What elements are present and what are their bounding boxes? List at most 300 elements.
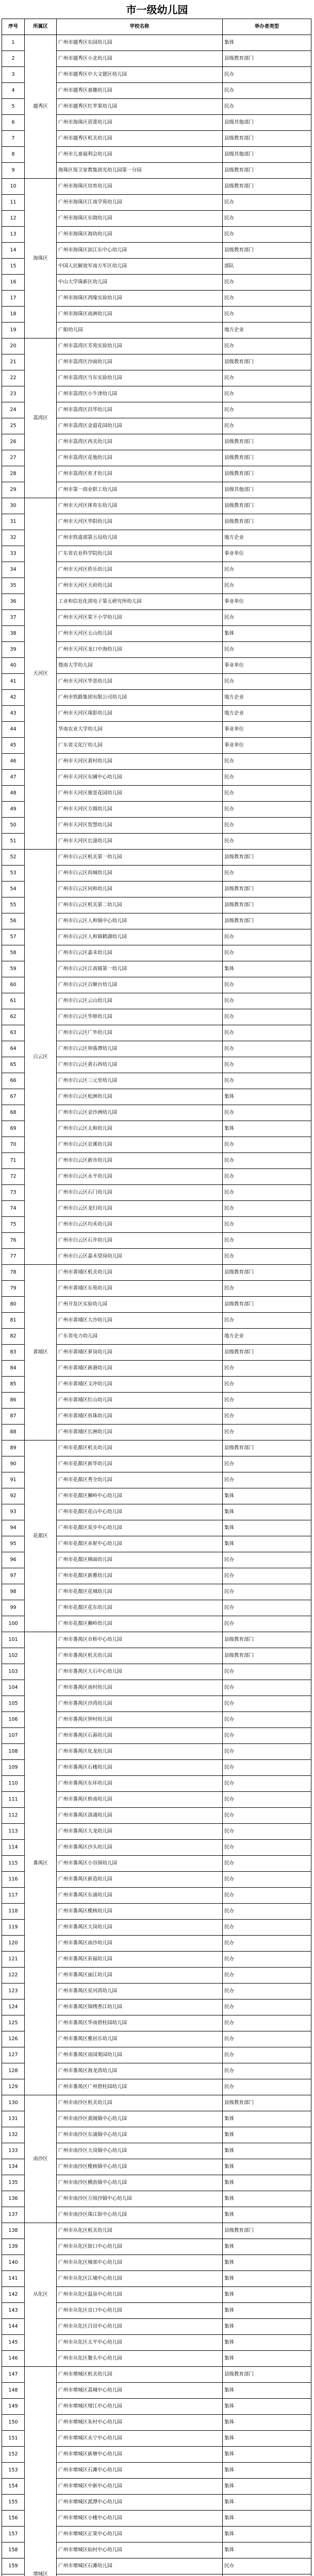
school-name: 广州市白云区黄石西幼儿园 xyxy=(57,1057,223,1073)
sponsor-type: 地方企业 xyxy=(223,690,311,706)
row-index: 10 xyxy=(2,179,25,195)
school-name: 广州市天河区东圃中心幼儿园 xyxy=(57,770,223,786)
school-name: 广州市天河区棠下小学幼儿园 xyxy=(57,610,223,626)
sponsor-type: 民办 xyxy=(223,993,311,1009)
sponsor-type: 集体 xyxy=(223,2495,311,2511)
sponsor-type: 县级教育部门 xyxy=(223,51,311,67)
sponsor-type: 民办 xyxy=(223,1137,311,1153)
sponsor-type: 民办 xyxy=(223,1393,311,1409)
district-cell: 番禺区 xyxy=(25,1632,57,2095)
sponsor-type: 民办 xyxy=(223,1904,311,1920)
school-name: 广州市越秀区机关幼儿园 xyxy=(57,131,223,147)
row-index xyxy=(2,2574,25,2576)
sponsor-type: 县级教育部门 xyxy=(223,498,311,514)
sponsor-type: 县级其他部门 xyxy=(223,115,311,131)
school-name: 广州市番禺区大岗幼儿园 xyxy=(57,1920,223,1936)
school-name: 广州市天河区龙口中海幼儿园 xyxy=(57,642,223,658)
table-body xyxy=(2,35,311,2576)
row-index: 151 xyxy=(2,2431,25,2447)
row-index: 107 xyxy=(2,1728,25,1744)
row-index: 37 xyxy=(2,610,25,626)
sponsor-type: 县级教育部门 xyxy=(223,2223,311,2239)
sponsor-type: 民办 xyxy=(223,1760,311,1776)
sponsor-type: 民办 xyxy=(223,402,311,418)
sponsor-type: 民办 xyxy=(223,1920,311,1936)
sponsor-type: 民办 xyxy=(223,195,311,211)
school-name: 广州市白云区华师幼儿园 xyxy=(57,1009,223,1025)
sponsor-type: 县级其他部门 xyxy=(223,482,311,498)
sponsor-type: 民办 xyxy=(223,1041,311,1057)
sponsor-type: 集体 xyxy=(223,1488,311,1504)
sponsor-type: 县级教育部门 xyxy=(223,514,311,530)
school-name: 广州市海珠区鸿缘实验幼儿园 xyxy=(57,291,223,307)
row-index: 65 xyxy=(2,1057,25,1073)
sponsor-type: 集体 xyxy=(223,2191,311,2207)
school-name: 广州市天河区五山幼儿园 xyxy=(57,626,223,642)
sponsor-type: 民办 xyxy=(223,1201,311,1217)
school-name: 广州市从化区鳌头中心幼儿园 xyxy=(57,2351,223,2367)
header-sponsor-type: 举办者类型 xyxy=(223,19,311,35)
school-name: 广州市花都区狮岭幼儿园 xyxy=(57,1616,223,1632)
row-index: 62 xyxy=(2,1009,25,1025)
school-name: 广州市天河区方圆幼儿园 xyxy=(57,802,223,818)
school-name: 广州市黄埔区红山幼儿园 xyxy=(57,1393,223,1409)
sponsor-type: 民办 xyxy=(223,1872,311,1888)
school-name: 广州市黄埔区机关幼儿园 xyxy=(57,1265,223,1281)
table-row xyxy=(2,2223,311,2239)
school-name: 广州市花都区赤坭中心幼儿园 xyxy=(57,1536,223,1552)
sponsor-type: 集体 xyxy=(223,1536,311,1552)
row-index: 44 xyxy=(2,722,25,738)
sponsor-type: 民办 xyxy=(223,1808,311,1824)
row-index: 13 xyxy=(2,227,25,243)
school-name: 广州市花都区花山中心幼儿园 xyxy=(57,1504,223,1520)
row-index: 61 xyxy=(2,993,25,1009)
school-name: 广州市天河区长湴幼儿园 xyxy=(57,834,223,850)
row-index: 3 xyxy=(2,67,25,83)
row-index: 59 xyxy=(2,961,25,977)
row-index: 123 xyxy=(2,1984,25,1999)
school-name: 广东省农业科学院幼儿园 xyxy=(57,546,223,562)
sponsor-type: 民办 xyxy=(223,83,311,99)
header-row xyxy=(2,19,311,35)
sponsor-type: 民办 xyxy=(223,1153,311,1169)
row-index: 47 xyxy=(2,770,25,786)
sponsor-type: 集体 xyxy=(223,2351,311,2367)
row-index: 147 xyxy=(2,2367,25,2383)
sponsor-type: 集体 xyxy=(223,2111,311,2127)
sponsor-type: 民办 xyxy=(223,1456,311,1472)
sponsor-type: 集体 xyxy=(223,2335,311,2351)
row-index: 75 xyxy=(2,1217,25,1233)
sponsor-type: 民办 xyxy=(223,1824,311,1840)
row-index: 141 xyxy=(2,2271,25,2287)
school-name: 广州市番禺区广州碧桂园幼儿园 xyxy=(57,2079,223,2095)
sponsor-type: 县级教育部门 xyxy=(223,163,311,179)
school-name: 广州市白云区京溪幼儿园 xyxy=(57,1137,223,1153)
sponsor-type: 民办 xyxy=(223,1281,311,1297)
school-name xyxy=(57,2574,223,2576)
row-index: 103 xyxy=(2,1664,25,1680)
row-index: 52 xyxy=(2,850,25,866)
row-index: 46 xyxy=(2,754,25,770)
row-index: 55 xyxy=(2,897,25,913)
sponsor-type: 事业单位 xyxy=(223,594,311,610)
district-cell: 荔湾区 xyxy=(25,338,57,498)
school-name: 广州市荔湾区当东实验幼儿园 xyxy=(57,370,223,386)
row-index: 91 xyxy=(2,1472,25,1488)
school-name: 广州市荔湾区育才幼儿园 xyxy=(57,466,223,482)
school-name: 广州市番禺区沙湾幼儿园 xyxy=(57,1696,223,1712)
sponsor-type: 民办 xyxy=(223,1313,311,1329)
school-name: 广州市番禺区石楼幼儿园 xyxy=(57,1760,223,1776)
row-index: 139 xyxy=(2,2239,25,2255)
school-name: 广州市从化区良口中心幼儿园 xyxy=(57,2303,223,2319)
sponsor-type: 民办 xyxy=(223,275,311,291)
row-index: 57 xyxy=(2,929,25,945)
sponsor-type: 县级教育部门 xyxy=(223,354,311,370)
row-index: 64 xyxy=(2,1041,25,1057)
school-name: 广州市天河区华阳幼儿园 xyxy=(57,514,223,530)
school-name: 广州市天河区珠影幼儿园 xyxy=(57,706,223,722)
sponsor-type: 民办 xyxy=(223,1105,311,1121)
row-index: 132 xyxy=(2,2127,25,2143)
sponsor-type: 民办 xyxy=(223,99,311,115)
sponsor-type: 民办 xyxy=(223,1664,311,1680)
school-name: 广州市番禺区祈福幼儿园 xyxy=(57,1952,223,1968)
sponsor-type: 民办 xyxy=(223,1233,311,1249)
sponsor-type: 民办 xyxy=(223,1984,311,1999)
sponsor-type: 民办 xyxy=(223,1568,311,1584)
district-cell: 花都区 xyxy=(25,1440,57,1632)
row-index: 97 xyxy=(2,1568,25,1584)
sponsor-type: 民办 xyxy=(223,610,311,626)
school-name: 广州市黄埔区鱼珠幼儿园 xyxy=(57,1409,223,1425)
sponsor-type: 民办 xyxy=(223,211,311,227)
school-name: 广州市白云区均禾幼儿园 xyxy=(57,1217,223,1233)
sponsor-type: 县级教育部门 xyxy=(223,434,311,450)
school-name: 广州市番禺区星河湾幼儿园 xyxy=(57,1984,223,1999)
sponsor-type: 民办 xyxy=(223,1696,311,1712)
sponsor-type: 民办 xyxy=(223,1600,311,1616)
school-name: 广州市海珠区培育幼儿园 xyxy=(57,179,223,195)
sponsor-type: 集体 xyxy=(223,35,311,51)
school-name: 广州市白云区嘉禾望岗幼儿园 xyxy=(57,1249,223,1265)
sponsor-type: 事业单位 xyxy=(223,658,311,674)
sponsor-type: 集体 xyxy=(223,2127,311,2143)
school-name: 广州市铁道部第五局幼儿园 xyxy=(57,530,223,546)
row-index: 93 xyxy=(2,1504,25,1520)
row-index: 30 xyxy=(2,498,25,514)
sponsor-type: 民办 xyxy=(223,578,311,594)
school-name: 广州市番禺区钟村幼儿园 xyxy=(57,1712,223,1728)
row-index: 9 xyxy=(2,163,25,179)
row-index: 31 xyxy=(2,514,25,530)
row-index: 6 xyxy=(2,115,25,131)
school-name: 广州市白云区广外幼儿园 xyxy=(57,1025,223,1041)
row-index: 157 xyxy=(2,2527,25,2543)
row-index: 94 xyxy=(2,1520,25,1536)
row-index: 118 xyxy=(2,1904,25,1920)
row-index: 90 xyxy=(2,1456,25,1472)
school-name: 广州市番禺区市桥中心幼儿园 xyxy=(57,1632,223,1648)
sponsor-type: 民办 xyxy=(223,386,311,402)
school-name: 广州市白云区龙归幼儿园 xyxy=(57,1201,223,1217)
row-index: 34 xyxy=(2,562,25,578)
table-row xyxy=(2,2367,311,2383)
school-name: 广州市南沙区珠江街中心幼儿园 xyxy=(57,2207,223,2223)
row-index: 158 xyxy=(2,2543,25,2558)
sponsor-type: 集体 xyxy=(223,1089,311,1105)
sponsor-type: 民办 xyxy=(223,2079,311,2095)
row-index: 146 xyxy=(2,2351,25,2367)
school-name: 广州市南沙区东涌镇中心幼儿园 xyxy=(57,2127,223,2143)
school-name: 广东省电力幼儿园 xyxy=(57,1329,223,1345)
school-name: 广州市越秀区红苹果幼儿园 xyxy=(57,99,223,115)
table-row xyxy=(2,1265,311,1281)
row-index: 138 xyxy=(2,2223,25,2239)
sponsor-type: 民办 xyxy=(223,1712,311,1728)
row-index: 145 xyxy=(2,2335,25,2351)
school-name: 广州市白云区人和镇鹤湖幼儿园 xyxy=(57,929,223,945)
sponsor-type: 县级教育部门 xyxy=(223,179,311,195)
row-index: 58 xyxy=(2,945,25,961)
sponsor-type: 县级教育部门 xyxy=(223,2095,311,2111)
row-index: 126 xyxy=(2,2031,25,2047)
row-index: 2 xyxy=(2,51,25,67)
sponsor-type: 民办 xyxy=(223,307,311,323)
row-index: 19 xyxy=(2,323,25,338)
row-index: 77 xyxy=(2,1249,25,1265)
sponsor-type: 县级教育部门 xyxy=(223,1345,311,1361)
district-cell: 增城区 xyxy=(25,2367,57,2576)
school-name: 广州市增城区机关幼儿园 xyxy=(57,2367,223,2383)
row-index: 116 xyxy=(2,1872,25,1888)
sponsor-type: 集体 xyxy=(223,2271,311,2287)
row-index: 33 xyxy=(2,546,25,562)
school-name: 广州市番禺区小谷围幼儿园 xyxy=(57,1856,223,1872)
sponsor-type: 县级教育部门 xyxy=(223,466,311,482)
sponsor-type: 民办 xyxy=(223,818,311,834)
sponsor-type: 民办 xyxy=(223,786,311,802)
row-index: 144 xyxy=(2,2319,25,2335)
school-name: 广州市花都区新华幼儿园 xyxy=(57,1456,223,1472)
sponsor-type: 县级教育部门 xyxy=(223,450,311,466)
school-name: 广州市增城区仙村中心幼儿园 xyxy=(57,2543,223,2558)
row-index: 153 xyxy=(2,2463,25,2479)
school-name: 广州市荔湾区沙面幼儿园 xyxy=(57,354,223,370)
sponsor-type: 集体 xyxy=(223,1520,311,1536)
school-name: 广州市海珠区蓓蕾幼儿园 xyxy=(57,115,223,131)
row-index: 130 xyxy=(2,2095,25,2111)
school-name: 海珠区保卫家教集团光幼儿园第一分园 xyxy=(57,163,223,179)
row-index: 36 xyxy=(2,594,25,610)
sponsor-type: 民办 xyxy=(223,1840,311,1856)
school-name: 广州市从化区太平中心幼儿园 xyxy=(57,2335,223,2351)
row-index: 108 xyxy=(2,1744,25,1760)
sponsor-type: 县级教育部门 xyxy=(223,897,311,913)
school-name: 广州市荔湾区昌华幼儿园 xyxy=(57,402,223,418)
sponsor-type: 县级教育部门 xyxy=(223,1440,311,1456)
school-name: 广州市白云区机关第二幼儿园 xyxy=(57,897,223,913)
school-name: 广州市番禺区东环幼儿园 xyxy=(57,1776,223,1792)
sponsor-type: 民办 xyxy=(223,977,311,993)
table-row xyxy=(2,2095,311,2111)
school-name: 广州市从化区温泉中心幼儿园 xyxy=(57,2287,223,2303)
row-index: 74 xyxy=(2,1201,25,1217)
school-name: 广州市黄埔区新港幼儿园 xyxy=(57,1361,223,1377)
row-index: 134 xyxy=(2,2159,25,2175)
row-index: 43 xyxy=(2,706,25,722)
sponsor-type: 县级教育部门 xyxy=(223,1648,311,1664)
row-index: 26 xyxy=(2,434,25,450)
sponsor-type: 集体 xyxy=(223,2159,311,2175)
school-name: 广州市番禺区桥南幼儿园 xyxy=(57,1792,223,1808)
school-name: 中山大学珠新区幼儿园 xyxy=(57,275,223,291)
school-name: 广州市第一商业职工幼儿园 xyxy=(57,482,223,498)
sponsor-type: 事业单位 xyxy=(223,546,311,562)
school-name: 中国人民解放军南方军区幼儿园 xyxy=(57,259,223,275)
row-index: 98 xyxy=(2,1584,25,1600)
row-index: 136 xyxy=(2,2191,25,2207)
school-name: 广州市铁路集团有限公司幼儿园 xyxy=(57,690,223,706)
sponsor-type: 民办 xyxy=(223,562,311,578)
sponsor-type: 集体 xyxy=(223,2319,311,2335)
sponsor-type: 民办 xyxy=(223,1057,311,1073)
school-name: 广州市番禺区南国奥园幼儿园 xyxy=(57,2047,223,2063)
school-name: 广州市白云区太和幼儿园 xyxy=(57,1121,223,1137)
school-name: 广州市番禺区大龙幼儿园 xyxy=(57,1824,223,1840)
header-index: 序号 xyxy=(2,19,25,35)
school-name: 广州市黄埔区文冲幼儿园 xyxy=(57,1377,223,1393)
sponsor-type: 民办 xyxy=(223,67,311,83)
row-index: 85 xyxy=(2,1377,25,1393)
district-cell: 天河区 xyxy=(25,498,57,850)
row-index: 131 xyxy=(2,2111,25,2127)
sponsor-type: 民办 xyxy=(223,2063,311,2079)
school-name: 广州市白云区新市幼儿园 xyxy=(57,1153,223,1169)
school-name: 广州市黄埔区萝岗幼儿园 xyxy=(57,1345,223,1361)
school-name: 广州市番禺区化龙幼儿园 xyxy=(57,1744,223,1760)
sponsor-type: 集体 xyxy=(223,2383,311,2399)
school-name: 广州市白云区尚城幼儿园 xyxy=(57,866,223,882)
sponsor-type: 民办 xyxy=(223,1776,311,1792)
header-district: 所属区 xyxy=(25,19,57,35)
school-name: 广州市番禺区雅居乐幼儿园 xyxy=(57,2031,223,2047)
sponsor-type: 县级教育部门 xyxy=(223,850,311,866)
school-name: 广州市白云区人和镇中心幼儿园 xyxy=(57,913,223,929)
district-cell: 从化区 xyxy=(25,2223,57,2367)
school-name: 广州市番禺区洛浦幼儿园 xyxy=(57,1808,223,1824)
sponsor-type: 民办 xyxy=(223,674,311,690)
sponsor-type: 县级教育部门 xyxy=(223,913,311,929)
school-name: 广州市番禺区华南碧桂园幼儿园 xyxy=(57,2015,223,2031)
sponsor-type: 部队 xyxy=(223,259,311,275)
school-name: 广州市增城区朱村中心幼儿园 xyxy=(57,2415,223,2431)
sponsor-type: 民办 xyxy=(223,1377,311,1393)
school-name: 广州市黄埔区长洲幼儿园 xyxy=(57,1425,223,1440)
sponsor-type: 集体 xyxy=(223,2399,311,2415)
school-name: 广州市增城区永宁中心幼儿园 xyxy=(57,2431,223,2447)
school-name: 广州市花都区梯面幼儿园 xyxy=(57,1552,223,1568)
school-name: 广州市白云区石门幼儿园 xyxy=(57,1185,223,1201)
row-index: 122 xyxy=(2,1968,25,1984)
sponsor-type: 事业单位 xyxy=(223,722,311,738)
school-name: 广州市番禺区南沙幼儿园 xyxy=(57,1936,223,1952)
row-index: 125 xyxy=(2,2015,25,2031)
school-name: 广州市番禺区丽江幼儿园 xyxy=(57,1968,223,1984)
sponsor-type: 民办 xyxy=(223,1217,311,1233)
sponsor-type: 集体 xyxy=(223,2463,311,2479)
school-name: 广州市番禺区锦绣香江幼儿园 xyxy=(57,1999,223,2015)
row-index: 78 xyxy=(2,1265,25,1281)
school-name: 广州市增城区石滩幼儿园 xyxy=(57,2558,223,2574)
school-name: 广州市南沙区大岗镇中心幼儿园 xyxy=(57,2143,223,2159)
sponsor-type: 民办 xyxy=(223,1249,311,1265)
district-cell: 黄埔区 xyxy=(25,1265,57,1440)
row-index: 128 xyxy=(2,2063,25,2079)
sponsor-type: 民办 xyxy=(223,1552,311,1568)
school-name: 广州市花都区炭步中心幼儿园 xyxy=(57,1520,223,1536)
school-name: 广州市天河区智慧幼儿园 xyxy=(57,818,223,834)
school-name: 广州市海珠区东晓幼儿园 xyxy=(57,211,223,227)
row-index: 20 xyxy=(2,338,25,354)
row-index: 152 xyxy=(2,2447,25,2463)
district-cell: 白云区 xyxy=(25,850,57,1265)
sponsor-type: 民办 xyxy=(223,770,311,786)
school-name: 广东省文化厅幼儿园 xyxy=(57,738,223,754)
sponsor-type: 集体 xyxy=(223,2415,311,2431)
row-index: 42 xyxy=(2,690,25,706)
school-name: 广州市白云区嘉禾幼儿园 xyxy=(57,945,223,961)
school-name: 暨南大学幼儿园 xyxy=(57,658,223,674)
row-index: 41 xyxy=(2,674,25,690)
row-index: 32 xyxy=(2,530,25,546)
school-name: 广州市海珠区南洲幼儿园 xyxy=(57,307,223,323)
school-name: 广州市越秀区中大文德区幼儿园 xyxy=(57,67,223,83)
sponsor-type: 民办 xyxy=(223,1409,311,1425)
table-row xyxy=(2,1440,311,1456)
school-name: 广州市番禺区大石中心幼儿园 xyxy=(57,1664,223,1680)
row-index: 11 xyxy=(2,195,25,211)
row-index: 71 xyxy=(2,1153,25,1169)
row-index: 72 xyxy=(2,1169,25,1185)
sponsor-type: 集体 xyxy=(223,2239,311,2255)
row-index: 29 xyxy=(2,482,25,498)
row-index: 60 xyxy=(2,977,25,993)
school-name: 广州市白云区永平幼儿园 xyxy=(57,1169,223,1185)
school-name: 广州市白云区云山幼儿园 xyxy=(57,993,223,1009)
sponsor-type: 民办 xyxy=(223,1936,311,1952)
table-row xyxy=(2,1632,311,1648)
sponsor-type: 民办 xyxy=(223,370,311,386)
sponsor-type: 民办 xyxy=(223,291,311,307)
school-name: 广州市天河区天府幼儿园 xyxy=(57,578,223,594)
school-name: 广州市白云区松洲幼儿园 xyxy=(57,1089,223,1105)
school-name: 广州市花都区机关幼儿园 xyxy=(57,1440,223,1456)
row-index: 82 xyxy=(2,1329,25,1345)
school-name: 广州开发区实验幼儿园 xyxy=(57,1297,223,1313)
school-name: 广州市番禺区机关幼儿园 xyxy=(57,1648,223,1664)
kindergarten-table xyxy=(2,19,311,2576)
sponsor-type: 民办 xyxy=(223,929,311,945)
sponsor-type: 县级教育部门 xyxy=(223,243,311,259)
sponsor-type: 县级教育部门 xyxy=(223,1265,311,1281)
school-name: 广州市花都区花城幼儿园 xyxy=(57,1584,223,1600)
document-title: 市一级幼儿园 xyxy=(126,4,188,16)
sponsor-type: 民办 xyxy=(223,802,311,818)
row-index: 76 xyxy=(2,1233,25,1249)
